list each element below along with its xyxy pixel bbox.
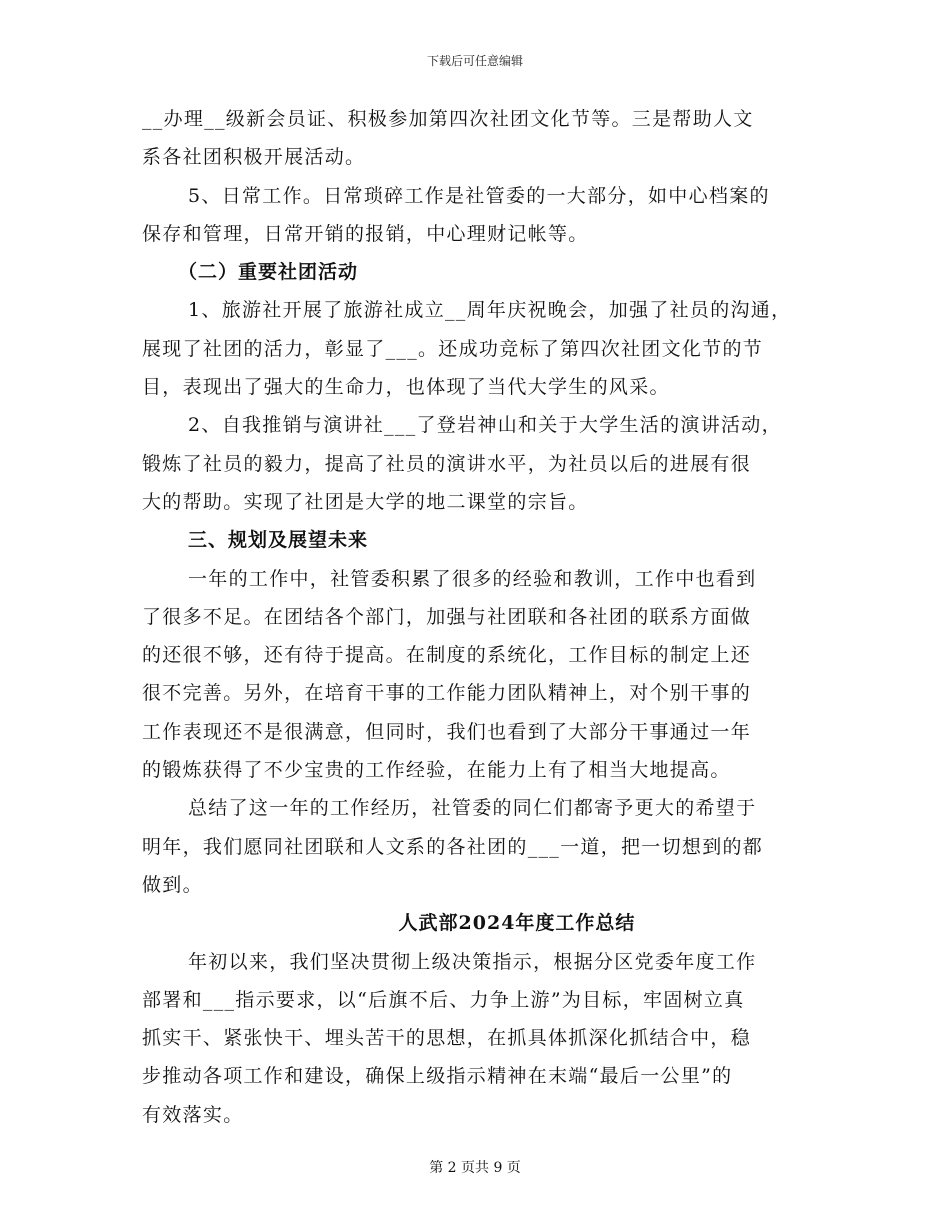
text-line: 明年，我们愿同社团联和人文系的各社团的___一道，把一切想到的都: [142, 835, 764, 858]
text-line: 很不完善。另外，在培育干事的工作能力团队精神上，对个别干事的: [142, 682, 752, 705]
text-line: 1、旅游社开展了旅游社成立__周年庆祝晚会，加强了社员的沟通，: [188, 299, 792, 322]
text-line: 步推动各项工作和建设，确保上级指示精神在末端“最后一公里”的: [142, 1065, 733, 1088]
text-line: 一年的工作中，社管委积累了很多的经验和教训，工作中也看到: [188, 567, 757, 590]
section-heading: 三、规划及展望未来: [188, 529, 369, 552]
text-line: 展现了社团的活力，彰显了___。还成功竞标了第四次社团文化节的节: [142, 337, 764, 360]
paragraph-7: [142, 943, 822, 1134]
document-body: [142, 100, 822, 1134]
text-line: 目，表现出了强大的生命力，也体现了当代大学生的风采。: [142, 376, 670, 399]
text-line: 年初以来，我们坚决贯彻上级决策指示，根据分区党委年度工作: [188, 950, 757, 973]
paragraph-4: [142, 406, 822, 521]
paragraph-3: [142, 291, 822, 406]
text-line: 工作表现还不是很满意，但同时，我们也看到了大部分干事通过一年: [142, 720, 752, 743]
text-line: 的锻炼获得了不少宝贵的工作经验，在能力上有了相当大地提高。: [142, 759, 731, 782]
text-line: 做到。: [142, 873, 203, 896]
text-line: 锻炼了社员的毅力，提高了社员的演讲水平，为社员以后的进展有很: [142, 452, 752, 475]
text-line: 了很多不足。在团结各个部门，加强与社团联和各社团的联系方面做: [142, 605, 752, 628]
text-line: 大的帮助。实现了社团是大学的地二课堂的宗旨。: [142, 490, 589, 513]
paragraph-5: [142, 560, 822, 790]
subsection-heading: （二）重要社团活动: [178, 261, 359, 284]
paragraph-2: [142, 177, 822, 254]
paragraph-1: [142, 100, 822, 177]
text-line: 部署和___指示要求，以“后旗不后、力争上游”为目标，牢固树立真: [142, 988, 745, 1011]
text-line: 有效落实。: [142, 1103, 244, 1126]
text-line: __办理__级新会员证、积极参加第四次社团文化节等。三是帮助人文: [142, 108, 754, 130]
text-line: 2、自我推销与演讲社___了登岩神山和关于大学生活的演讲活动，: [188, 414, 782, 437]
text-line: 的还很不够，还有待于提高。在制度的系统化，工作目标的制定上还: [142, 644, 752, 667]
document-title: 人武部2024年度工作总结: [398, 912, 636, 935]
text-line: 抓实干、紧张快干、埋头苦干的思想，在抓具体抓深化抓结合中，稳: [142, 1027, 752, 1050]
text-line: 保存和管理，日常开销的报销，中心理财记帐等。: [142, 222, 589, 245]
page-footer: 第 2 页共 9 页: [429, 1160, 521, 1176]
paragraph-6: [142, 789, 822, 904]
text-line: 系各社团积极开展活动。: [142, 146, 366, 169]
page-header: 下载后可任意编辑: [426, 54, 523, 68]
text-line: 总结了这一年的工作经历，社管委的同仁们都寄予更大的希望于: [188, 797, 757, 820]
text-line: 5、日常工作。日常琐碎工作是社管委的一大部分，如中心档案的: [188, 184, 770, 207]
